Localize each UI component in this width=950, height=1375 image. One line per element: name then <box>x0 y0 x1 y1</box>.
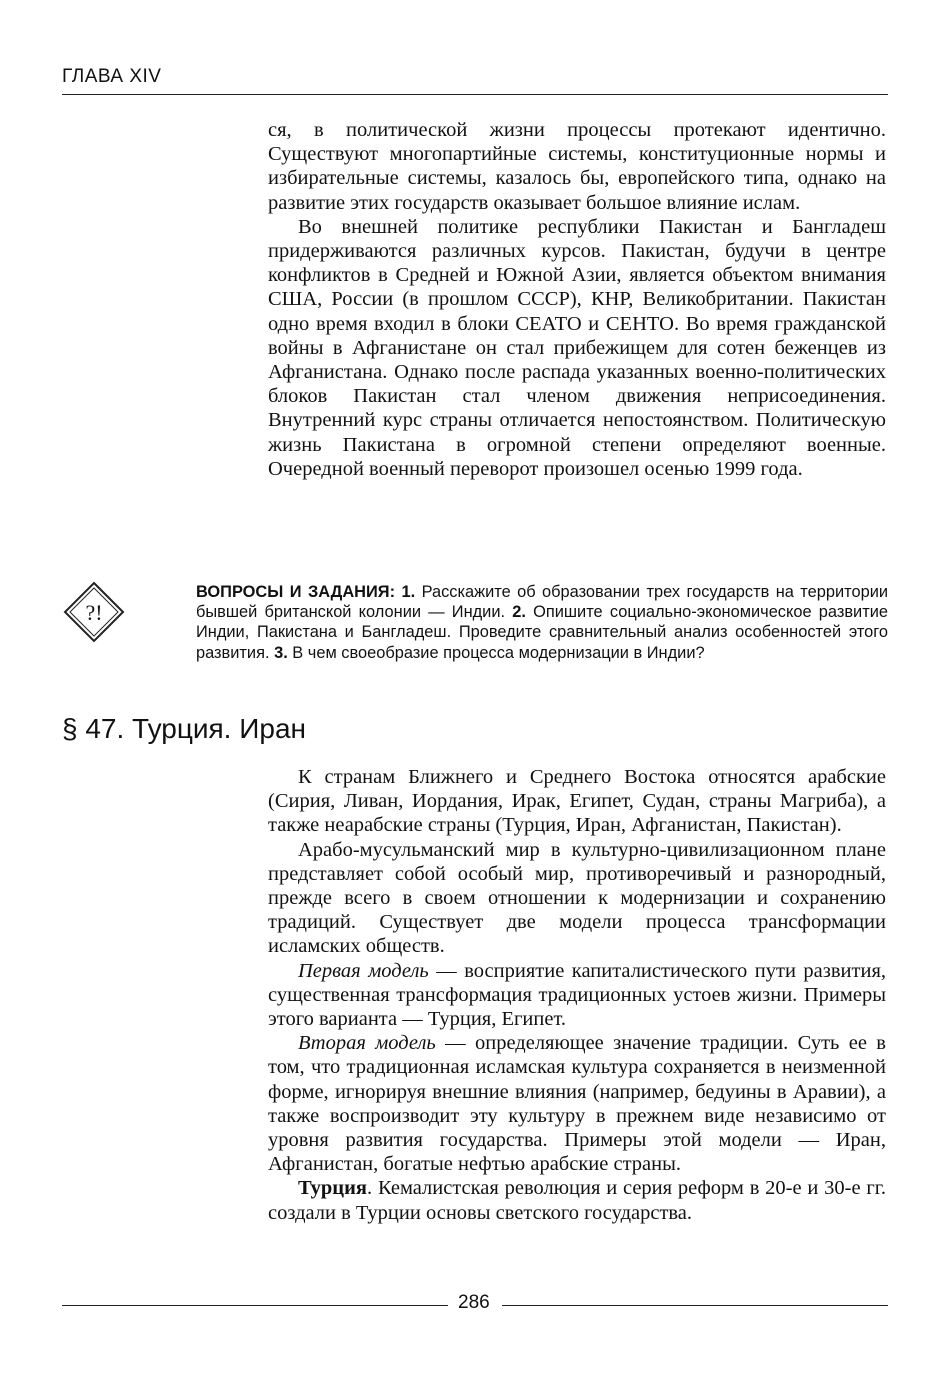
paragraph-text: — восприятие капиталистического пути развития, существенная трансформация традиционных устоев жизни. Примеры этого варианта — Турция, Египет. <box>268 959 886 1031</box>
question-number: 1. <box>401 583 416 601</box>
question-number: 2. <box>512 603 526 622</box>
chapter-header: ГЛАВА XIV <box>62 66 162 87</box>
paragraph <box>268 1176 886 1224</box>
question-number: 3. <box>274 643 288 662</box>
question-text: В чем своеобразие процесса модернизации в Индии? <box>287 643 705 662</box>
bold-term: Турция <box>298 1177 368 1200</box>
questions-block <box>196 582 888 663</box>
page-number: 286 <box>458 1292 490 1313</box>
question-text: Опишите социально-экономическое развитие Индии, Пакистана и Бангладеш. Проведите сравнительный анализ особенностей этого развития. <box>196 603 888 662</box>
text-block-top <box>268 118 886 481</box>
emphasis: Первая модель <box>298 959 429 982</box>
paragraph: ся, в политической жизни процессы протекают идентично. Существуют многопартийные системы, конституционные нормы и избирательные системы, казалось бы, европейского типа, однако на развитие этих государств оказывает большое влияние ислам. <box>268 119 886 214</box>
question-text: Расскажите об образовании трех государств на территории бывшей британской колонии — Индии. <box>196 583 888 622</box>
questions-icon <box>62 580 126 644</box>
footer-rule-left <box>62 1305 448 1306</box>
paragraph <box>268 1031 886 1176</box>
section-title: § 47. Турция. Иран <box>62 713 306 744</box>
paragraph: К странам Ближнего и Среднего Востока относятся арабские (Сирия, Ливан, Иордания, Ирак, Египет, Судан, страны Магриба), а также неарабские страны (Турция, Иран, Афганистан, Пакистан). <box>268 766 886 837</box>
paragraph-text: — определяющее значение традиции. Суть ее в том, что традиционная исламская культура сохраняется в неизменной форме, игнорируя внешние влияния (например, бедуины в Аравии), а также воспроизводит эту культуру в прежнем виде независимо от уровня развития государства. Примеры этой модели — Иран, Афганистан, богатые нефтью арабские страны. <box>268 1032 886 1176</box>
paragraph <box>268 959 886 1032</box>
paragraph: Во внешней политике республики Пакистан и Бангладеш придерживаются различных курсов. Пакистан, будучи в центре конфликтов в Средней и Южной Азии, является объектом внимания США, России (в прошлом СССР), КНР, Великобритании. Пакистан одно время входил в блоки СЕАТО и СЕНТО. Во время гражданской войны в Афганистане он стал прибежищем для сотен беженцев из Афганистана. Однако после распада указанных военно-политических блоков Пакистан стал членом движения неприсоединения. Внутренний курс страны отличается непостоянством. Политическую жизнь Пакистана в огромной степени определяют военные. Очередной военный переворот произошел осенью 1999 года. <box>268 215 886 480</box>
header-divider <box>62 94 888 95</box>
paragraph: Арабо-мусульманский мир в культурно-цивилизационном плане представляет собой особый мир, противоречивый и разнородный, прежде всего в своем отношении к модернизации и сохранению традиций. Существует две модели процесса трансформации исламских обществ. <box>268 838 886 958</box>
paragraph-text: . Кемалистская революция и серия реформ в 20-е и 30-е гг. создали в Турции основы светского государства. <box>268 1177 886 1224</box>
questions-label: ВОПРОСЫ И ЗАДАНИЯ: <box>196 583 396 601</box>
page-footer <box>62 1292 888 1320</box>
text-block-bottom <box>268 765 886 1225</box>
footer-rule-right <box>502 1305 888 1306</box>
emphasis: Вторая модель <box>298 1032 436 1055</box>
questions-icon-text: ?! <box>85 600 103 625</box>
